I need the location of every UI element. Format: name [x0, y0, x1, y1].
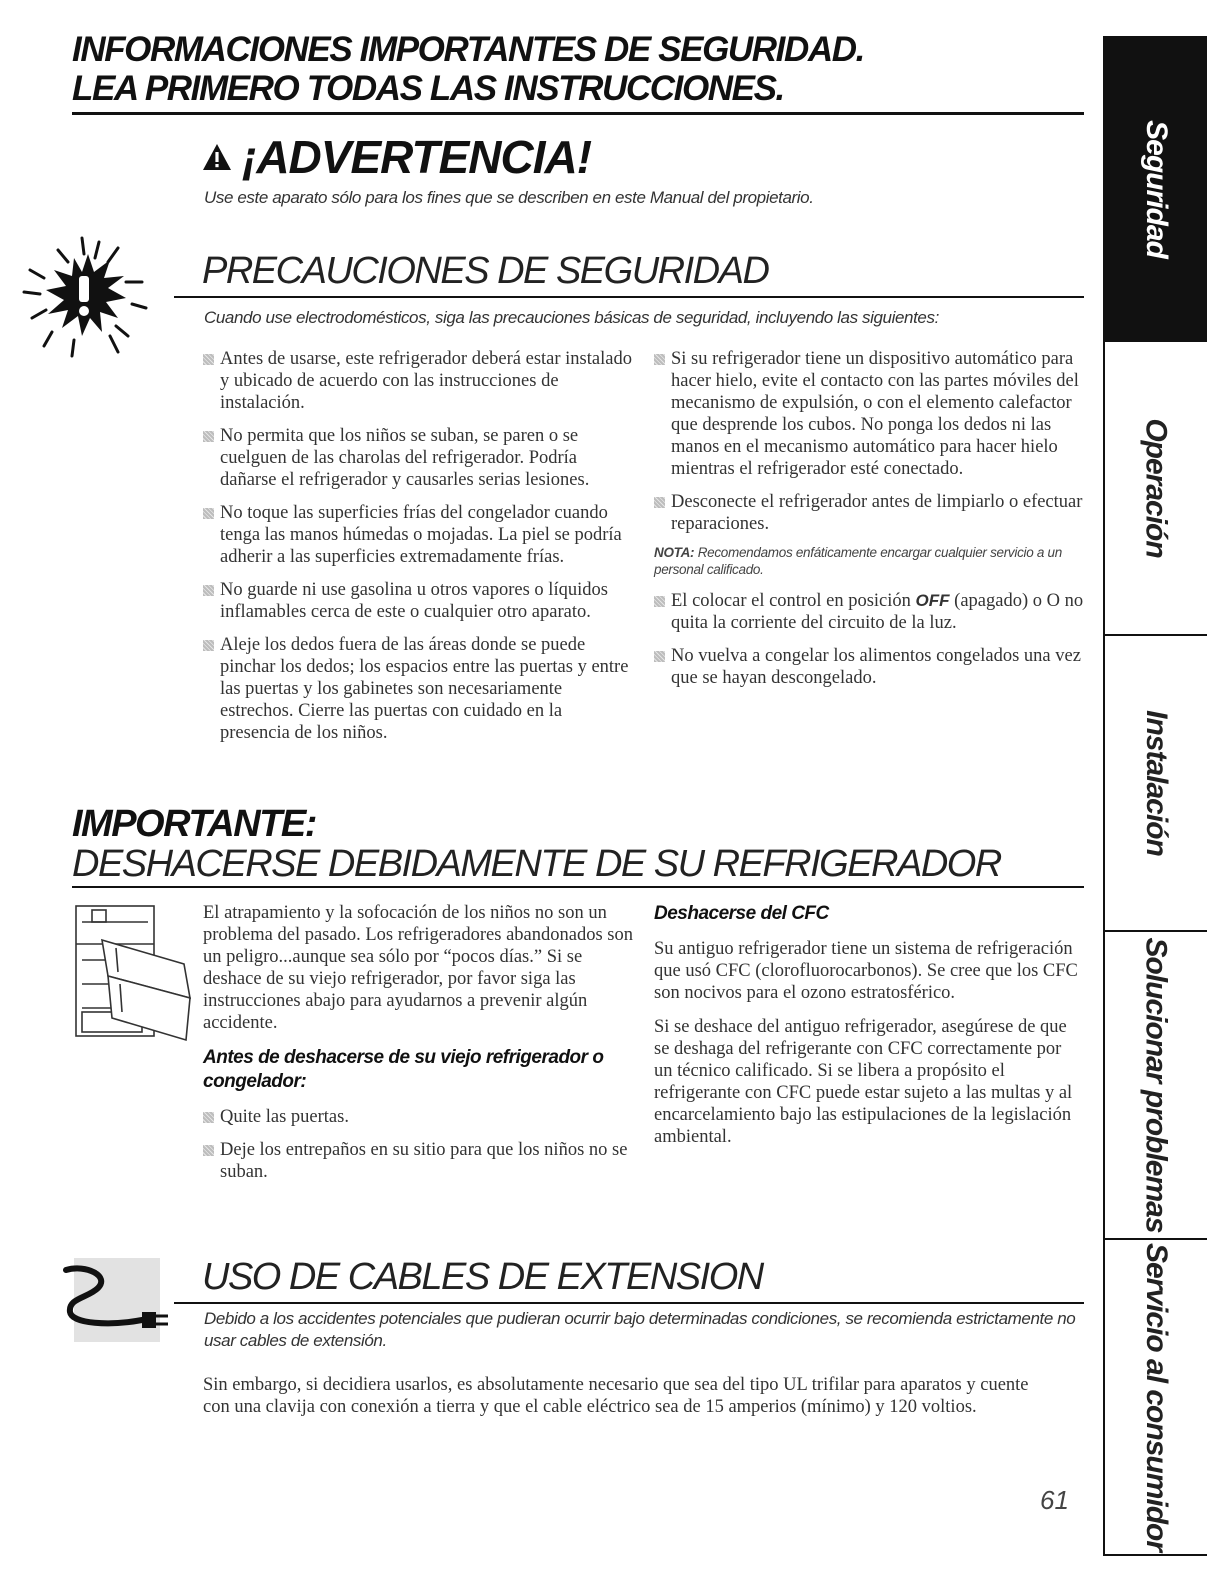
nota-note — [654, 544, 1084, 578]
extension-cord-icon — [60, 1254, 178, 1344]
nota-label: NOTA: — [654, 545, 695, 560]
disposal-rule — [72, 886, 1084, 888]
exclamation-burst-icon — [22, 232, 192, 367]
header-rule — [72, 112, 1084, 115]
precautions-rule — [174, 296, 1084, 298]
disposal-title: DESHACERSE DEBIDAMENTE DE SU REFRIGERADOR — [72, 843, 1001, 885]
warning-triangle-icon — [202, 143, 232, 171]
section-tabs — [1103, 36, 1207, 1556]
extension-title: USO DE CABLES DE EXTENSION — [202, 1256, 763, 1298]
nota-text: Recomendamos enfáticamente encargar cualquier servicio a un personal calificado. — [654, 545, 1062, 577]
precautions-right-column — [654, 348, 1084, 700]
cfc-paragraph-2: Si se deshace del antiguo refrigerador, asegúrese de que se deshaga del refrigerante con CFC correctamente por un técnico calificado. Si se libera a propósito el refrigerante con CFC puede estar sujeto a las multas y al encarcelamiento bajo las estipulaciones de la legislación ambiental. — [654, 1017, 1073, 1147]
extension-intro: Debido a los accidentes potenciales que pudieran ocurrir bajo determinadas condiciones, se recomienda estrictamente no usar cables de extensión. — [204, 1309, 1076, 1350]
tab-label: Instalación — [1140, 710, 1173, 856]
refrigerator-doors-removed-icon — [72, 902, 194, 1044]
page-number: 61 — [1040, 1485, 1069, 1515]
tab-instalacion[interactable] — [1105, 636, 1207, 930]
list-item: No vuelva a congelar los alimentos congelados una vez que se hayan descongelado. — [654, 645, 1084, 689]
list-item: Deje los entrepaños en su sitio para que los niños no se suban. — [203, 1139, 633, 1183]
off-item-pre: El colocar el control en posición — [671, 591, 911, 611]
before-disposal-heading: Antes de deshacerse de su viejo refrigerador o congelador: — [203, 1047, 604, 1092]
tab-label: Servicio al consumidor — [1140, 1242, 1174, 1552]
precautions-title: PRECAUCIONES DE SEGURIDAD — [202, 250, 769, 292]
page-header — [72, 30, 1082, 108]
tab-servicio-al-consumidor[interactable] — [1105, 1240, 1207, 1554]
precautions-left-column — [203, 348, 633, 755]
cfc-paragraph-1: Su antiguo refrigerador tiene un sistema de refrigeración que usó CFC (clorofluorocarbonos). Se cree que los CFC son nocivos para el ozono estratosférico. — [654, 939, 1078, 1003]
cfc-column — [654, 902, 1084, 1148]
tab-label: Solucionar problemas — [1140, 937, 1174, 1233]
header-line-2: LEA PRIMERO TODAS LAS INSTRUCCIONES. — [72, 69, 784, 108]
list-item: Aleje los dedos fuera de las áreas donde se puede pinchar los dedos; los espacios entre las puertas y entre las puertas y los gabinetes son necesariamente estrechos. Cierre las puertas con cuidado en la presencia de los niños. — [203, 634, 633, 744]
warning-subtitle: Use este aparato sólo para los fines que se describen en este Manual del propietario. — [204, 188, 814, 207]
list-item: No toque las superficies frías del congelador cuando tenga las manos húmedas o mojadas. La piel se podría adherir a las superficies extremadamente frías. — [203, 502, 633, 568]
tab-operacion[interactable] — [1105, 342, 1207, 634]
tab-label: Operación — [1140, 418, 1173, 558]
precautions-intro: Cuando use electrodomésticos, siga las precauciones básicas de seguridad, incluyendo las siguientes: — [204, 308, 939, 327]
extension-body: Sin embargo, si decidiera usarlos, es absolutamente necesario que sea del tipo UL trifilar para aparatos y cuente con una clavija con conexión a tierra y que el cable eléctrico sea de 15 amperios (mínimo) y 120 voltios. — [203, 1375, 1029, 1417]
header-line-1: INFORMACIONES IMPORTANTES DE SEGURIDAD. — [72, 30, 864, 69]
tab-solucionar-problemas[interactable] — [1105, 932, 1207, 1238]
warning-title-text: ¡ADVERTENCIA! — [242, 131, 592, 183]
off-item-post: (apagado) o O no quita la corriente del circuito de la luz. — [671, 591, 1084, 633]
important-label: IMPORTANTE: — [72, 803, 316, 845]
disposal-intro: El atrapamiento y la sofocación de los niños no son un problema del pasado. Los refrigeradores abandonados son un peligro...aunque sea sólo por “pocos días.” Si se deshace de su viejo refrigerador, por favor siga las instrucciones abajo para ayudarnos a prevenir algún accidente. — [203, 903, 633, 1033]
list-item: No permita que los niños se suban, se paren o se cuelguen de las charolas del refrigerador. Podría dañarse el refrigerador y causarles serias lesiones. — [203, 425, 633, 491]
off-item-bold: OFF — [915, 591, 950, 610]
tab-label: Seguridad — [1140, 120, 1174, 258]
list-item: Quite las puertas. — [203, 1106, 633, 1128]
list-item: No guarde ni use gasolina u otros vapores o líquidos inflamables cerca de este o cualquier otro aparato. — [203, 579, 633, 623]
list-item: Si su refrigerador tiene un dispositivo automático para hacer hielo, evite el contacto con las partes móviles del mecanismo de expulsión, o con el elemento calefactor que desprende los cubos. No ponga los dedos ni las manos en el mecanismo automático para hacer hielo mientras el refrigerador esté conectado. — [654, 348, 1084, 480]
cfc-heading: Deshacerse del CFC — [654, 903, 829, 924]
list-item: Antes de usarse, este refrigerador deberá estar instalado y ubicado de acuerdo con las instrucciones de instalación. — [203, 348, 633, 414]
extension-rule — [174, 1302, 1084, 1304]
list-item-off — [654, 590, 1084, 634]
warning-title — [202, 130, 591, 184]
disposal-left-column — [203, 902, 633, 1194]
list-item: Desconecte el refrigerador antes de limpiarlo o efectuar reparaciones. — [654, 491, 1084, 535]
tab-seguridad[interactable] — [1105, 38, 1207, 340]
